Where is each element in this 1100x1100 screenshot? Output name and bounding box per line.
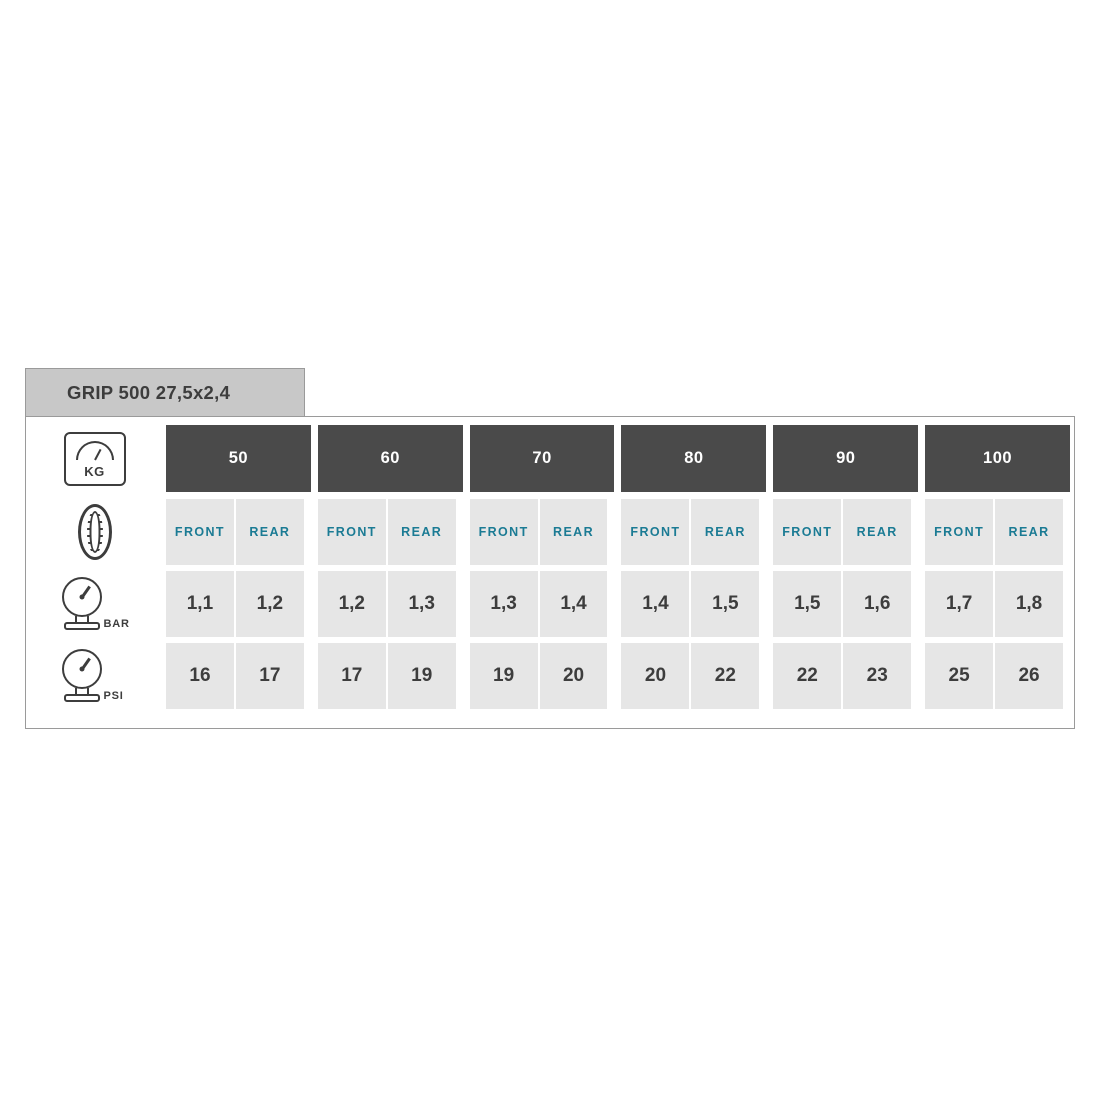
position-header — [236, 499, 304, 565]
position-label: REAR — [856, 525, 898, 539]
position-label: REAR — [1008, 525, 1050, 539]
table-cell — [388, 571, 456, 637]
position-header — [995, 499, 1063, 565]
table-body — [25, 416, 1075, 729]
tire-icon — [78, 504, 112, 560]
position-label: FRONT — [934, 525, 985, 539]
cell-value: 1,2 — [338, 593, 365, 614]
position-header — [843, 499, 911, 565]
position-header — [540, 499, 608, 565]
cell-value: 20 — [644, 665, 667, 686]
tire-row-label — [30, 496, 159, 568]
psi-row-label — [30, 640, 159, 712]
cell-value: 1,6 — [863, 593, 891, 614]
weight-column-header — [318, 425, 463, 492]
table-cell — [995, 571, 1063, 637]
weight-column-header — [925, 425, 1070, 492]
table-cell — [773, 643, 841, 709]
weight-column-header — [773, 425, 918, 492]
kg-scale-dial — [76, 441, 114, 460]
cell-value: 1,8 — [1015, 593, 1043, 614]
weight-column-header — [166, 425, 311, 492]
position-label: REAR — [249, 525, 291, 539]
table-cell — [925, 643, 993, 709]
position-header — [621, 499, 689, 565]
page-title: GRIP 500 27,5x2,4 — [67, 381, 231, 403]
cell-value: 20 — [562, 665, 585, 686]
weight-row-label — [30, 421, 159, 496]
kg-unit-label: KG — [84, 463, 105, 479]
position-label: REAR — [401, 525, 443, 539]
table-cell — [236, 571, 304, 637]
weight-value: 50 — [228, 449, 249, 467]
cell-value: 19 — [411, 665, 433, 686]
gauge-base — [64, 622, 100, 630]
position-header — [388, 499, 456, 565]
weight-column-header — [470, 425, 615, 492]
table-cell — [621, 643, 689, 709]
gauge-face — [62, 577, 102, 617]
position-label: REAR — [553, 525, 595, 539]
gauge-face — [62, 649, 102, 689]
position-header — [691, 499, 759, 565]
table-cell — [925, 571, 993, 637]
weight-value: 90 — [836, 449, 856, 467]
cell-value: 16 — [189, 665, 211, 686]
weight-value: 80 — [684, 449, 704, 467]
product-title-tab — [25, 368, 305, 416]
table-cell — [470, 643, 538, 709]
weight-value: 100 — [983, 449, 1013, 467]
weight-value: 60 — [380, 449, 400, 467]
position-label: REAR — [704, 525, 746, 539]
kg-scale-icon — [64, 432, 126, 486]
cell-value: 19 — [493, 665, 515, 686]
cell-value: 1,3 — [490, 593, 517, 614]
table-cell — [691, 571, 759, 637]
position-label: FRONT — [174, 525, 225, 539]
table-cell — [470, 571, 538, 637]
table-cell — [236, 643, 304, 709]
bar-unit-label: BAR — [103, 618, 130, 630]
weight-column-header — [621, 425, 766, 492]
position-header — [166, 499, 234, 565]
cell-value: 1,4 — [560, 593, 587, 614]
psi-unit-label: PSI — [103, 690, 124, 702]
position-label: FRONT — [326, 525, 377, 539]
gauge-base — [64, 694, 100, 702]
bar-row-label — [30, 568, 159, 640]
table-cell — [621, 571, 689, 637]
table-cell — [166, 643, 234, 709]
cell-value: 1,1 — [186, 593, 214, 614]
table-cell — [843, 643, 911, 709]
cell-value: 1,4 — [642, 593, 669, 614]
position-header — [318, 499, 386, 565]
position-header — [773, 499, 841, 565]
position-label: FRONT — [782, 525, 833, 539]
table-cell — [691, 643, 759, 709]
weight-value: 70 — [532, 449, 552, 467]
table-cell — [540, 643, 608, 709]
cell-value: 1,5 — [712, 593, 739, 614]
table-cell — [843, 571, 911, 637]
cell-value: 23 — [866, 665, 888, 686]
position-header — [470, 499, 538, 565]
table-cell — [773, 571, 841, 637]
cell-value: 22 — [714, 665, 736, 686]
table-cell — [318, 571, 386, 637]
cell-value: 1,5 — [794, 593, 821, 614]
table-cell — [166, 571, 234, 637]
pressure-gauge-icon — [56, 648, 134, 704]
cell-value: 1,7 — [945, 593, 973, 614]
cell-value: 1,2 — [256, 593, 284, 614]
table-grid — [26, 417, 1074, 728]
table-cell — [540, 571, 608, 637]
cell-value: 25 — [948, 665, 970, 686]
position-header — [925, 499, 993, 565]
table-cell — [318, 643, 386, 709]
tyre-pressure-table — [25, 368, 1075, 730]
cell-value: 26 — [1018, 665, 1040, 686]
cell-value: 17 — [259, 665, 281, 686]
cell-value: 17 — [341, 665, 363, 686]
position-label: FRONT — [630, 525, 681, 539]
cell-value: 22 — [796, 665, 818, 686]
table-cell — [995, 643, 1063, 709]
table-cell — [388, 643, 456, 709]
pressure-gauge-icon — [56, 576, 134, 632]
cell-value: 1,3 — [408, 593, 435, 614]
position-label: FRONT — [478, 525, 529, 539]
